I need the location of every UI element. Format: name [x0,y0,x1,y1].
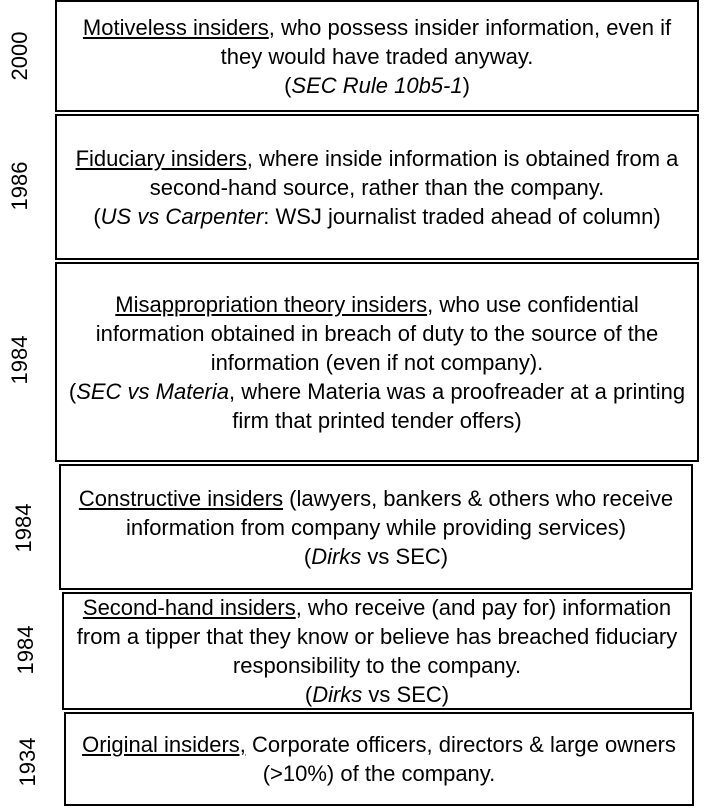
case-name: SEC vs Materia [76,378,230,404]
case-name: Dirks [312,682,363,707]
insider-box-constructive [59,464,693,590]
insider-term: Constructive insiders [78,485,284,511]
year-label: 1986 [7,161,32,211]
year-label: 1984 [13,625,38,675]
insider-term: Motiveless insiders [82,14,269,40]
year-label: 1934 [15,737,40,787]
insider-description: , where inside information is obtained from a second-hand source, rather than the company. [149,145,679,200]
insider-box-motiveless [55,0,699,112]
case-name: Dirks [311,543,362,569]
insider-description: , who use confidential information obtained in breach of duty to the source of the information (even if not company). [95,291,659,375]
case-open: ( [304,682,313,707]
insider-term: Original insiders, [82,732,246,757]
year-label: 1984 [7,335,32,385]
case-name: US vs Carpenter [100,203,264,229]
case-name: SEC Rule 10b5-1 [291,72,463,98]
case-detail: : WSJ journalist traded ahead of column) [263,203,661,229]
case-open: ( [284,72,292,98]
case-open: ( [93,203,101,229]
case-detail: , where Materia was a proofreader at a printing firm that printed tender offers) [229,378,686,433]
insider-description: (lawyers, bankers & others who receive information from company while providing services) [125,485,674,540]
case-open: ( [303,543,312,569]
insider-term: Second-hand insiders [82,595,296,620]
case-detail: ) [462,72,470,98]
year-label: 2000 [7,31,32,81]
insider-term: Fiduciary insiders [75,145,247,171]
insider-description: , who possess insider information, even if they would have traded anyway. [220,14,672,69]
year-label: 1984 [11,503,36,553]
insider-box-original [64,712,694,806]
insider-term: Misappropriation theory insiders [115,291,428,317]
insider-box-fiduciary [55,114,699,260]
case-open: ( [68,378,77,404]
insider-description: Corporate officers, directors & large owners (>10%) of the company. [245,732,676,786]
insider-box-second-hand [62,592,692,710]
insider-description: , who receive (and pay for) information from a tipper that they know or believe has breached fiduciary responsibility to the company. [76,595,678,678]
insider-box-misappropriation [55,262,699,462]
case-detail: vs SEC) [362,682,450,707]
case-detail: vs SEC) [361,543,449,569]
